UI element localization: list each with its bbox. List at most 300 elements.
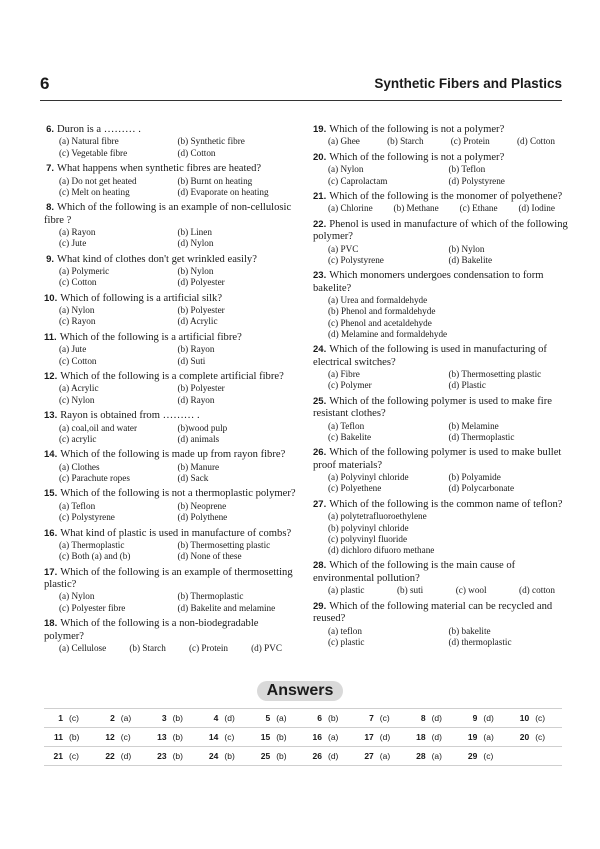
- answer-option: (b): [172, 713, 183, 723]
- answer-cell: [458, 732, 510, 742]
- question-number: 17.: [44, 566, 58, 578]
- question-text-line: [313, 601, 569, 626]
- option-list: [328, 369, 569, 391]
- option-list: [59, 383, 296, 405]
- answer-cell: [148, 713, 200, 723]
- question-item: [44, 618, 296, 654]
- answer-question-number: 28: [416, 751, 426, 761]
- question-number: 19.: [313, 124, 327, 135]
- answer-question-number: 17: [364, 732, 374, 742]
- answer-option: (b): [276, 732, 287, 742]
- answer-question-number: 8: [420, 713, 426, 723]
- option-item: (c) Vegetable fibre: [59, 147, 128, 158]
- answer-question-number: 26: [312, 751, 322, 761]
- answer-cell: [407, 751, 459, 761]
- option-item: (a) PVC: [328, 243, 359, 254]
- page-number: 6: [40, 74, 50, 93]
- option-item: (d) Acrylic: [177, 316, 218, 327]
- answer-option: (d): [483, 713, 494, 723]
- option-list: [59, 305, 296, 327]
- option-item: (a) teflon: [328, 625, 362, 636]
- option-item: (b) Methane: [393, 203, 439, 214]
- answer-question-number: 16: [312, 732, 322, 742]
- answer-question-number: 2: [110, 713, 115, 723]
- option-item: (c) plastic: [328, 636, 365, 647]
- option-item: (c) Polymer: [328, 380, 372, 391]
- answer-question-number: 4: [213, 713, 219, 723]
- option-item: (b) bakelite: [448, 625, 491, 636]
- question-number: 16.: [44, 527, 58, 539]
- answer-option: (a): [120, 713, 132, 723]
- option-item: (b) Neoprene: [177, 500, 227, 511]
- option-item: (b) Polyester: [177, 383, 225, 394]
- option-item: (d) thermoplastic: [448, 636, 512, 647]
- right-question-column: [313, 124, 569, 652]
- question-text-line: [313, 560, 569, 585]
- option-item: (a) Do not get heated: [59, 175, 137, 186]
- answer-cell: [355, 751, 407, 761]
- option-item: (b) Phenol and formaldehyde: [328, 306, 436, 317]
- question-text-line: [44, 410, 296, 422]
- answer-option: (a): [431, 751, 442, 761]
- question-item: [313, 560, 569, 596]
- question-text: Which of the following is not a polymer?: [329, 124, 505, 135]
- question-number: 11.: [44, 331, 57, 343]
- question-item: [313, 124, 569, 148]
- option-item: (b) Melamine: [448, 420, 499, 431]
- left-question-column: [44, 124, 296, 658]
- option-item: (c) Protein: [188, 642, 228, 653]
- option-item: (d) Bakelite and melamine: [177, 602, 276, 613]
- option-item: (d) animals: [177, 433, 220, 444]
- answer-key-table: [44, 708, 562, 766]
- question-text-line: [313, 396, 569, 421]
- option-item: (a) Natural fibre: [59, 136, 119, 147]
- question-number: 25.: [313, 395, 327, 407]
- option-item: (a) polytetrafluoroethylene: [328, 511, 427, 522]
- question-number: 18.: [44, 618, 58, 630]
- option-item: (d) None of these: [177, 551, 242, 562]
- question-item: [313, 152, 569, 187]
- question-text-line: [313, 124, 569, 136]
- question-text-line: [313, 219, 569, 244]
- answer-cell: [44, 732, 96, 742]
- option-item: (a) Urea and formaldehyde: [328, 295, 428, 306]
- page-header: [40, 74, 562, 98]
- answer-row: [44, 708, 562, 728]
- answer-option: (c): [120, 732, 131, 742]
- answer-option: (a): [379, 751, 391, 761]
- answer-question-number: 29: [467, 751, 478, 761]
- option-list: [59, 540, 296, 562]
- option-list: [328, 244, 569, 266]
- answer-cell: [510, 732, 562, 742]
- option-item: (d) Melamine and formaldehyde: [328, 328, 448, 339]
- answer-option: (d): [431, 732, 442, 742]
- question-text: Which of the following polymer is used to make bullet proof materials?: [313, 447, 562, 471]
- option-item: (d) dichloro difuoro methane: [328, 544, 435, 555]
- question-text: Which of the following material can be recycled and reused?: [313, 600, 553, 625]
- answer-question-number: 27: [364, 751, 374, 761]
- option-item: (d) Nylon: [177, 238, 214, 249]
- option-item: (c) Jute: [59, 238, 87, 249]
- answer-cell: [303, 713, 355, 723]
- option-list: [59, 266, 296, 288]
- option-item: (d) Sack: [177, 472, 209, 483]
- answer-option: (b): [224, 751, 235, 761]
- option-list: [59, 423, 296, 445]
- option-item: (d) Plastic: [448, 380, 487, 391]
- answer-cell: [199, 713, 251, 723]
- question-item: [44, 293, 296, 328]
- answer-cell: [251, 713, 303, 723]
- option-item: (c) Melt on heating: [59, 186, 130, 197]
- answer-option: (a): [483, 732, 494, 742]
- option-item: (c) acrylic: [59, 433, 97, 444]
- option-item: (c) Both (a) and (b): [59, 551, 131, 562]
- question-text-line: [44, 488, 296, 500]
- option-item: (a) Chlorine: [328, 203, 373, 214]
- question-text: What happens when synthetic fibres are heated?: [57, 163, 262, 175]
- option-item: (b) polyvinyl chloride: [328, 522, 409, 533]
- option-item: (a) Polymeric: [59, 266, 110, 277]
- question-item: [313, 191, 569, 215]
- answer-cell: [407, 713, 459, 723]
- question-item: [44, 163, 296, 198]
- option-item: (a) plastic: [328, 585, 365, 596]
- option-item: (b) Thermosetting plastic: [177, 539, 271, 550]
- question-item: [44, 371, 296, 406]
- answer-question-number: 9: [472, 713, 478, 723]
- option-item: (a) Nylon: [59, 305, 95, 316]
- option-item: (a) Clothes: [59, 461, 100, 472]
- option-item: (a) Teflon: [59, 500, 96, 511]
- question-number: 15.: [44, 488, 58, 500]
- answer-question-number: 20: [519, 732, 530, 742]
- question-text-line: [44, 332, 296, 344]
- question-text-line: [44, 163, 296, 175]
- option-list: [59, 227, 296, 249]
- question-text-line: [44, 528, 296, 540]
- option-item: (a) Cellulose: [59, 642, 107, 653]
- option-item: (c) Rayon: [59, 316, 96, 327]
- question-text: Which of the following is an example of thermosetting plastic?: [44, 566, 293, 591]
- question-item: [44, 488, 296, 523]
- answer-option: (c): [224, 732, 235, 742]
- question-item: [313, 344, 569, 391]
- chapter-title: Synthetic Fibers and Plastics: [374, 76, 562, 91]
- answer-question-number: 22: [105, 751, 115, 761]
- answer-question-number: 6: [317, 713, 322, 723]
- option-item: (d) Bakelite: [448, 254, 493, 265]
- question-number: 23.: [313, 270, 327, 282]
- answer-option: (c): [535, 713, 546, 723]
- question-text-line: [44, 371, 296, 383]
- question-text: Which of the following is a non-biodegradable polymer?: [44, 618, 259, 642]
- question-text: Phenol is used in manufacture of which of the following polymer?: [313, 218, 568, 243]
- question-number: 8.: [46, 202, 54, 214]
- question-text: Which of the following is a artificial fibre?: [59, 331, 242, 343]
- question-number: 21.: [313, 191, 327, 203]
- question-number: 14.: [44, 449, 58, 461]
- option-item: (b)wood pulp: [177, 422, 228, 433]
- option-list: [59, 136, 296, 158]
- option-item: (a) Teflon: [328, 420, 365, 431]
- question-item: [44, 124, 296, 159]
- answer-question-number: 14: [208, 732, 219, 742]
- answer-row: [44, 728, 562, 747]
- answer-question-number: 23: [157, 751, 167, 761]
- option-list: [328, 295, 569, 340]
- answer-row: [44, 747, 562, 766]
- question-text: Which of the following is an example of non-cellulosic fibre ?: [44, 202, 292, 226]
- answer-question-number: 5: [265, 713, 271, 723]
- question-item: [44, 410, 296, 445]
- option-item: (d) Polystyrene: [448, 175, 505, 186]
- option-list: [328, 203, 569, 214]
- answer-question-number: 21: [53, 751, 63, 761]
- question-item: [313, 499, 569, 556]
- question-item: [313, 219, 569, 266]
- question-number: 13.: [44, 410, 58, 422]
- option-item: (c) Nylon: [59, 394, 95, 405]
- option-item: (d) Iodine: [518, 203, 555, 214]
- question-text-line: [313, 447, 569, 472]
- answer-option: (b): [172, 732, 183, 742]
- question-text: Duron is a ……… .: [57, 124, 141, 135]
- answer-option: (d): [120, 751, 132, 761]
- question-text: Which of the following is not a thermoplastic polymer?: [60, 488, 296, 500]
- question-item: [313, 396, 569, 443]
- question-number: 29.: [313, 600, 327, 612]
- question-text-line: [44, 618, 296, 643]
- option-item: (c) Polystyrene: [328, 254, 384, 265]
- answer-cell: [251, 751, 303, 761]
- option-item: (d) PVC: [251, 642, 282, 653]
- option-item: (c) Polyethene: [328, 483, 382, 494]
- question-text-line: [313, 270, 569, 295]
- answer-cell: [148, 751, 200, 761]
- question-number: 26.: [313, 447, 327, 459]
- answer-option: (d): [327, 751, 339, 761]
- answer-question-number: 1: [58, 713, 63, 723]
- answer-question-number: 12: [105, 732, 115, 742]
- option-list: [328, 511, 569, 556]
- answers-heading: Answers: [257, 681, 344, 701]
- answer-question-number: 13: [157, 732, 167, 742]
- answer-question-number: 18: [416, 732, 426, 742]
- option-item: (b) Synthetic fibre: [177, 136, 245, 147]
- option-item: (d) Suti: [177, 355, 206, 366]
- answer-option: (b): [172, 751, 183, 761]
- option-item: (c) polyvinyl fluoride: [328, 533, 408, 544]
- option-item: (b) Nylon: [177, 266, 214, 277]
- question-text: Which of the following is the monomer of polyethene?: [329, 191, 563, 203]
- question-text-line: [44, 567, 296, 592]
- option-item: (c) Protein: [450, 136, 490, 147]
- question-item: [313, 270, 569, 340]
- option-item: (b) Thermosetting plastic: [448, 369, 542, 380]
- question-text-line: [313, 499, 569, 511]
- option-list: [328, 472, 569, 494]
- option-list: [59, 643, 296, 654]
- answer-cell: [96, 732, 148, 742]
- answer-option: (b): [276, 751, 287, 761]
- answer-option: (c): [69, 713, 79, 723]
- option-item: (d) Thermoplastic: [448, 431, 515, 442]
- option-item: (d) Rayon: [177, 394, 215, 405]
- answer-question-number: 15: [260, 732, 271, 742]
- option-item: (b) Teflon: [448, 164, 486, 175]
- option-item: (b) suti: [396, 585, 424, 596]
- option-item: (c) Cotton: [59, 355, 97, 366]
- answer-question-number: 10: [519, 713, 530, 723]
- option-item: (a) Acrylic: [59, 383, 99, 394]
- option-item: (b) Polyamide: [448, 472, 501, 483]
- answer-cell: [355, 732, 407, 742]
- question-number: 12.: [44, 371, 58, 383]
- answer-cell: [407, 732, 459, 742]
- answer-option: (b): [69, 732, 80, 742]
- option-item: (a) Nylon: [328, 164, 364, 175]
- answer-question-number: 11: [54, 732, 63, 742]
- answer-option: (c): [69, 751, 79, 761]
- option-item: (b) Polyester: [177, 305, 225, 316]
- option-item: (d) Evaporate on heating: [177, 186, 269, 197]
- option-item: (b) Starch: [129, 642, 166, 653]
- answer-option: (c): [483, 751, 494, 761]
- question-number: 28.: [313, 560, 327, 572]
- option-item: (d) cotton: [519, 585, 555, 596]
- option-item: (a) Thermoplastic: [59, 539, 125, 550]
- question-item: [44, 202, 296, 249]
- header-divider: [40, 100, 562, 101]
- question-text-line: [313, 344, 569, 369]
- question-text: Which of the following polymer is used to make fire resistant clothes?: [313, 395, 552, 420]
- option-item: (b) Linen: [177, 227, 212, 238]
- option-item: (a) Rayon: [59, 227, 96, 238]
- question-text: Which monomers undergoes condensation to form bakelite?: [313, 270, 544, 294]
- option-item: (d) Polycarbonate: [448, 483, 515, 494]
- option-item: (b) Starch: [387, 136, 424, 147]
- answer-cell: [44, 751, 96, 761]
- option-item: (c) Bakelite: [328, 431, 372, 442]
- question-number: 6.: [46, 124, 54, 135]
- answer-option: (a): [327, 732, 339, 742]
- question-text-line: [44, 124, 296, 136]
- option-list: [328, 164, 569, 186]
- answer-option: (a): [276, 713, 287, 723]
- question-text-line: [44, 202, 296, 227]
- question-number: 7.: [46, 163, 54, 175]
- option-list: [59, 344, 296, 366]
- option-item: (a) Fibre: [328, 369, 360, 380]
- answer-question-number: 25: [260, 751, 271, 761]
- option-list: [59, 176, 296, 198]
- question-text: Which of the following is made up from rayon fibre?: [60, 449, 286, 461]
- question-item: [313, 601, 569, 648]
- answer-cell: [510, 713, 562, 723]
- option-item: (d) Polythene: [177, 512, 228, 522]
- question-item: [313, 447, 569, 494]
- option-item: (c) Polystyrene: [59, 512, 115, 522]
- answer-cell: [355, 713, 407, 723]
- option-list: [59, 462, 296, 484]
- answer-option: (d): [431, 713, 442, 723]
- question-text: Which of the following is the main cause of environmental pollution?: [313, 560, 516, 584]
- answer-option: (d): [224, 713, 235, 723]
- answer-question-number: 7: [369, 713, 374, 723]
- question-text-line: [313, 152, 569, 164]
- option-item: (a) Jute: [59, 344, 87, 355]
- option-item: (b) Rayon: [177, 344, 215, 355]
- question-text: Which of the following is a complete artificial fibre?: [60, 371, 284, 383]
- answer-cell: [44, 713, 96, 723]
- option-item: (a) Polyvinyl chloride: [328, 472, 409, 483]
- answer-cell: [458, 751, 510, 761]
- question-item: [44, 528, 296, 563]
- option-item: (b) Manure: [177, 461, 220, 472]
- question-text-line: [44, 293, 296, 305]
- answer-question-number: 24: [208, 751, 219, 761]
- question-number: 10.: [44, 292, 58, 304]
- answer-cell: [458, 713, 510, 723]
- question-item: [44, 332, 296, 367]
- option-item: (c) Cotton: [59, 277, 97, 288]
- option-list: [328, 585, 569, 596]
- option-item: (c) Parachute ropes: [59, 472, 130, 483]
- answer-option: (c): [379, 713, 390, 723]
- question-text-line: [44, 449, 296, 461]
- question-text: What kind of clothes don't get wrinkled easily?: [57, 253, 257, 265]
- question-item: [44, 449, 296, 484]
- option-item: (b) Thermoplastic: [177, 591, 244, 602]
- option-item: (b) Nylon: [448, 243, 485, 254]
- option-item: (c) wool: [455, 585, 487, 596]
- question-text: What kind of plastic is used in manufacture of combs?: [60, 527, 292, 539]
- question-text: Which of following is a artificial silk?: [60, 292, 223, 304]
- question-number: 22.: [313, 218, 327, 230]
- option-item: (a) Nylon: [59, 591, 95, 602]
- option-item: (a) Ghee: [328, 136, 360, 147]
- answer-option: (d): [379, 732, 391, 742]
- question-number: 27.: [313, 498, 327, 510]
- question-text: Rayon is obtained from ……… .: [60, 410, 200, 422]
- question-text-line: [44, 254, 296, 266]
- question-number: 20.: [313, 151, 327, 163]
- answer-cell: [199, 751, 251, 761]
- answer-cell: [303, 751, 355, 761]
- option-list: [328, 136, 569, 147]
- answer-cell: [96, 751, 148, 761]
- answer-option: (c): [535, 732, 546, 742]
- option-item: (c) Polyester fibre: [59, 602, 126, 613]
- answer-cell: [148, 732, 200, 742]
- option-item: (d) Polyester: [177, 277, 225, 288]
- answer-option: (b): [327, 713, 339, 723]
- answer-question-number: 3: [161, 713, 167, 723]
- question-text: Which of the following is not a polymer?: [329, 151, 505, 163]
- question-number: 24.: [313, 344, 327, 356]
- option-item: (c) Ethane: [459, 203, 498, 214]
- option-list: [59, 501, 296, 523]
- question-text: Which of the following is used in manufacturing of electrical switches?: [313, 344, 547, 368]
- question-text-line: [313, 191, 569, 203]
- question-item: [44, 254, 296, 289]
- option-list: [59, 591, 296, 613]
- option-item: (c) Caprolactam: [328, 175, 388, 186]
- option-item: (d) Cotton: [516, 136, 555, 147]
